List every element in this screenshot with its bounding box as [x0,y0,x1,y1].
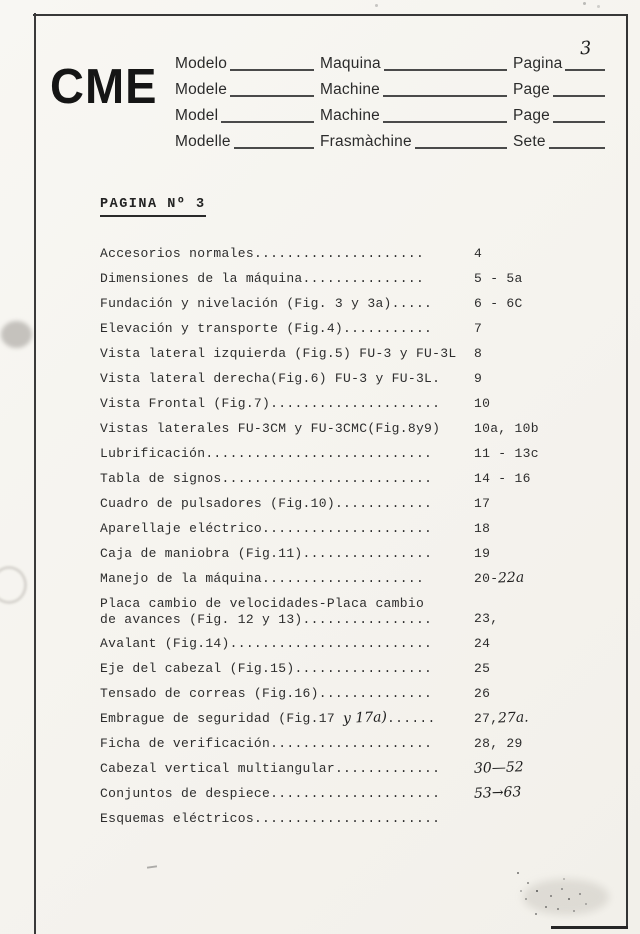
toc-row [100,319,616,337]
toc-entry-dots: .......................... [221,471,433,486]
toc-entry-page-typed: 24 [474,636,491,651]
page-label: Page [513,81,550,98]
blank-line [383,109,507,123]
model-label: Modelle [175,133,231,150]
toc-entry-page [468,519,616,537]
toc-entry-page-typed: 19 [474,546,491,561]
blank-line [415,135,507,149]
toc-entry-title [100,344,468,362]
toc-entry-text: Fundación y nivelación (Fig. 3 y 3a) [100,296,392,311]
toc-entry-title [100,594,468,627]
toc-entry-title [100,444,468,462]
toc-entry-page [468,444,616,462]
toc-entry-page-typed: 10a, 10b [474,421,539,436]
toc-entry-title [100,809,468,827]
toc-entry-page-typed: 25 [474,661,491,676]
toc-entry-dots: .................... [262,571,425,586]
toc-entry-page [468,494,616,512]
toc-entry-title [100,294,468,312]
toc-entry-dots: ..................... [253,246,425,261]
toc-entry-page-typed: 6 - 6C [474,296,523,311]
toc-entry-title [100,784,468,802]
toc-entry-page-typed: 27, [474,711,499,726]
toc-row [100,809,616,827]
toc-entry-page-typed: 8 [474,346,483,361]
toc-row [100,734,616,752]
toc-entry-text: Dimensiones de la máquina [100,271,303,286]
toc-entry-page [468,369,616,387]
handwritten-page-number: 3 [579,37,593,60]
toc-entry-page [468,684,616,702]
page-border-right [626,14,628,929]
model-field [175,51,320,73]
toc-entry-page-typed: 23, [474,611,499,626]
toc-entry-page-handwritten: 22a [498,569,525,587]
toc-row [100,394,616,412]
toc-row [100,294,616,312]
toc-row [100,634,616,652]
toc-entry-text: Caja de maniobra (Fig.11) [100,546,303,561]
blank-line [221,109,314,123]
page-label: Page [513,107,550,124]
toc-entry-dots: .................... [270,736,433,751]
toc-row [100,569,616,587]
blank-line [234,135,314,149]
toc-entry-text: Tabla de signos [100,471,222,486]
model-field [175,129,320,151]
toc-entry-title [100,369,468,387]
toc-row [100,684,616,702]
blank-line [384,57,507,71]
toc-entry-handwritten-text: y 17a) [342,709,388,727]
model-field [175,77,320,99]
toc-entry-text: Conjuntos de despiece [100,786,271,801]
header-row [175,77,611,99]
toc-entry-page-typed: 11 - 13c [474,446,539,461]
scan-smudge [0,566,27,604]
toc-entry-page-handwritten: 53→63 [473,784,522,802]
toc-entry-title [100,709,468,727]
toc-entry-page [468,784,616,802]
toc-entry-title [100,734,468,752]
toc-entry-page-typed: 28, 29 [474,736,523,751]
toc-entry-text: Cabezal vertical multiangular [100,761,335,776]
toc-entry-text: Eje del cabezal (Fig.15) [100,661,295,676]
toc-entry-page [468,469,616,487]
machine-field [320,129,513,151]
toc-entry-page [468,569,616,587]
toc-row [100,709,616,727]
toc-entry-page-typed: 9 [474,371,483,386]
toc-entry-page [468,659,616,677]
toc-entry-dots: ..... [391,296,433,311]
toc-entry-dots: ............... [302,271,425,286]
machine-label: Machine [320,107,380,124]
toc-row [100,369,616,387]
toc-entry-page [468,319,616,337]
toc-row [100,244,616,262]
toc-entry-page-handwritten: 30—52 [473,759,524,777]
toc-row [100,659,616,677]
toc-entry-page-typed: 26 [474,686,491,701]
toc-entry-page [468,394,616,412]
toc-entry-page-typed: 7 [474,321,483,336]
toc-entry-title [100,684,468,702]
blank-line [549,135,605,149]
toc-entry-text: Lubrificación [100,446,206,461]
toc-entry-dots: ........... [343,321,433,336]
page-field [513,129,611,151]
toc-entry-dots: ....................... [253,811,441,826]
toc-entry-dots: .............. [318,686,433,701]
toc-entry-title [100,569,468,587]
toc-entry-dots: ............................ [205,446,433,461]
toc-entry-page [468,244,616,262]
machine-field [320,103,513,125]
blank-line [383,83,507,97]
page-field [513,37,611,73]
page-border-bottom [551,926,628,929]
toc-entry-dots: ................ [302,546,433,561]
page-border-top [33,14,628,16]
toc-entry-page [468,419,616,437]
toc-entry-text: Embrague de seguridad (Fig.17 [100,711,344,726]
toc-row [100,519,616,537]
toc-entry-title [100,544,468,562]
toc-entry-page-handwritten: 27a. [498,709,530,727]
toc-entry-page-typed: 18 [474,521,491,536]
model-field [175,103,320,125]
blank-line [230,57,314,71]
page-field [513,77,611,99]
toc-entry-dots: ......................... [229,636,433,651]
model-label: Model [175,107,219,124]
toc-entry-page [468,269,616,287]
toc-entry-page [468,759,616,777]
toc-entry-page [468,344,616,362]
page-border-left [34,13,36,934]
toc-entry-text: Vista Frontal (Fig.7) [100,396,271,411]
toc-entry-text: Cuadro de pulsadores (Fig.10) [100,496,335,511]
scan-smudge [147,865,157,868]
header-row [175,129,611,151]
toc-entry-page [468,634,616,652]
toc-row [100,419,616,437]
toc-entry-page [468,709,616,727]
toc-entry-page-typed: 20- [474,571,499,586]
toc-entry-page-typed: 4 [474,246,483,261]
toc-entry-page-typed: 10 [474,396,491,411]
toc-row [100,344,616,362]
toc-entry-second-line: de avances (Fig. 12 y 13)................ [100,612,433,627]
toc-entry-text: Placa cambio de velocidades-Placa cambio [100,596,425,611]
blank-line [553,83,605,97]
toc-entry-page-typed: 17 [474,496,491,511]
scan-speckles [505,868,507,870]
toc-entry-title [100,469,468,487]
toc-entry-title [100,659,468,677]
toc-entry-title [100,759,468,777]
toc-entry-page-typed: 5 - 5a [474,271,523,286]
toc-entry-dots: ............. [334,761,441,776]
blank-line [553,109,605,123]
toc-entry-title [100,634,468,652]
page-label: Pagina [513,55,563,72]
toc-entry-dots: ...... [387,711,436,726]
toc-entry-text: Manejo de la máquina [100,571,263,586]
toc-entry-text: Elevación y transporte (Fig.4) [100,321,344,336]
page-label: Sete [513,133,546,150]
toc-row [100,784,616,802]
toc-entry-page [468,294,616,312]
toc-entry-page [468,734,616,752]
toc-entry-dots: ..................... [270,786,441,801]
machine-label: Machine [320,81,380,98]
toc-entry-title [100,269,468,287]
machine-field [320,51,513,73]
model-label: Modelo [175,55,228,72]
scan-speckles [583,2,586,5]
toc-entry-text: Avalant (Fig.14) [100,636,230,651]
toc-entry-title [100,394,468,412]
toc-row [100,494,616,512]
toc-row [100,444,616,462]
toc-row [100,759,616,777]
toc-entry-page [468,544,616,562]
machine-label: Frasmàchine [320,133,412,150]
scan-smudge [1,321,32,348]
toc-entry-text: Vista lateral izquierda (Fig.5) FU-3 y FU-3L [100,346,457,361]
toc-row [100,269,616,287]
toc-list [100,244,616,834]
toc-entry-text: Esquemas eléctricos [100,811,254,826]
toc-row [100,544,616,562]
header-row [175,103,611,125]
machine-field [320,77,513,99]
toc-row [100,594,616,627]
toc-entry-title [100,319,468,337]
toc-entry-dots: ..................... [270,396,441,411]
toc-entry-title [100,244,468,262]
toc-entry-title [100,519,468,537]
toc-entry-text: Vista lateral derecha(Fig.6) FU-3 y FU-3L. [100,371,441,386]
machine-label: Maquina [320,55,381,72]
toc-entry-text: Tensado de correas (Fig.16) [100,686,319,701]
toc-entry-dots: ..................... [262,521,433,536]
toc-entry-text: Aparellaje eléctrico [100,521,263,536]
toc-entry-text: Vistas laterales FU-3CM y FU-3CMC(Fig.8y9) [100,421,441,436]
toc-entry-title [100,419,468,437]
model-label: Modele [175,81,228,98]
toc-entry-text: Ficha de verificación [100,736,271,751]
cme-logo: CME [50,57,158,114]
toc-entry-title [100,494,468,512]
blank-line [565,37,605,71]
toc-row [100,469,616,487]
toc-entry-page-typed: 14 - 16 [474,471,531,486]
scan-stain [523,879,609,915]
toc-heading: PAGINA Nº 3 [100,197,206,217]
header-row [175,37,611,73]
blank-line [230,83,314,97]
toc-entry-dots: ............ [334,496,433,511]
toc-entry-page [468,609,616,627]
toc-entry-dots: ................. [294,661,433,676]
toc-entry-text: Accesorios normales [100,246,254,261]
page-field [513,103,611,125]
